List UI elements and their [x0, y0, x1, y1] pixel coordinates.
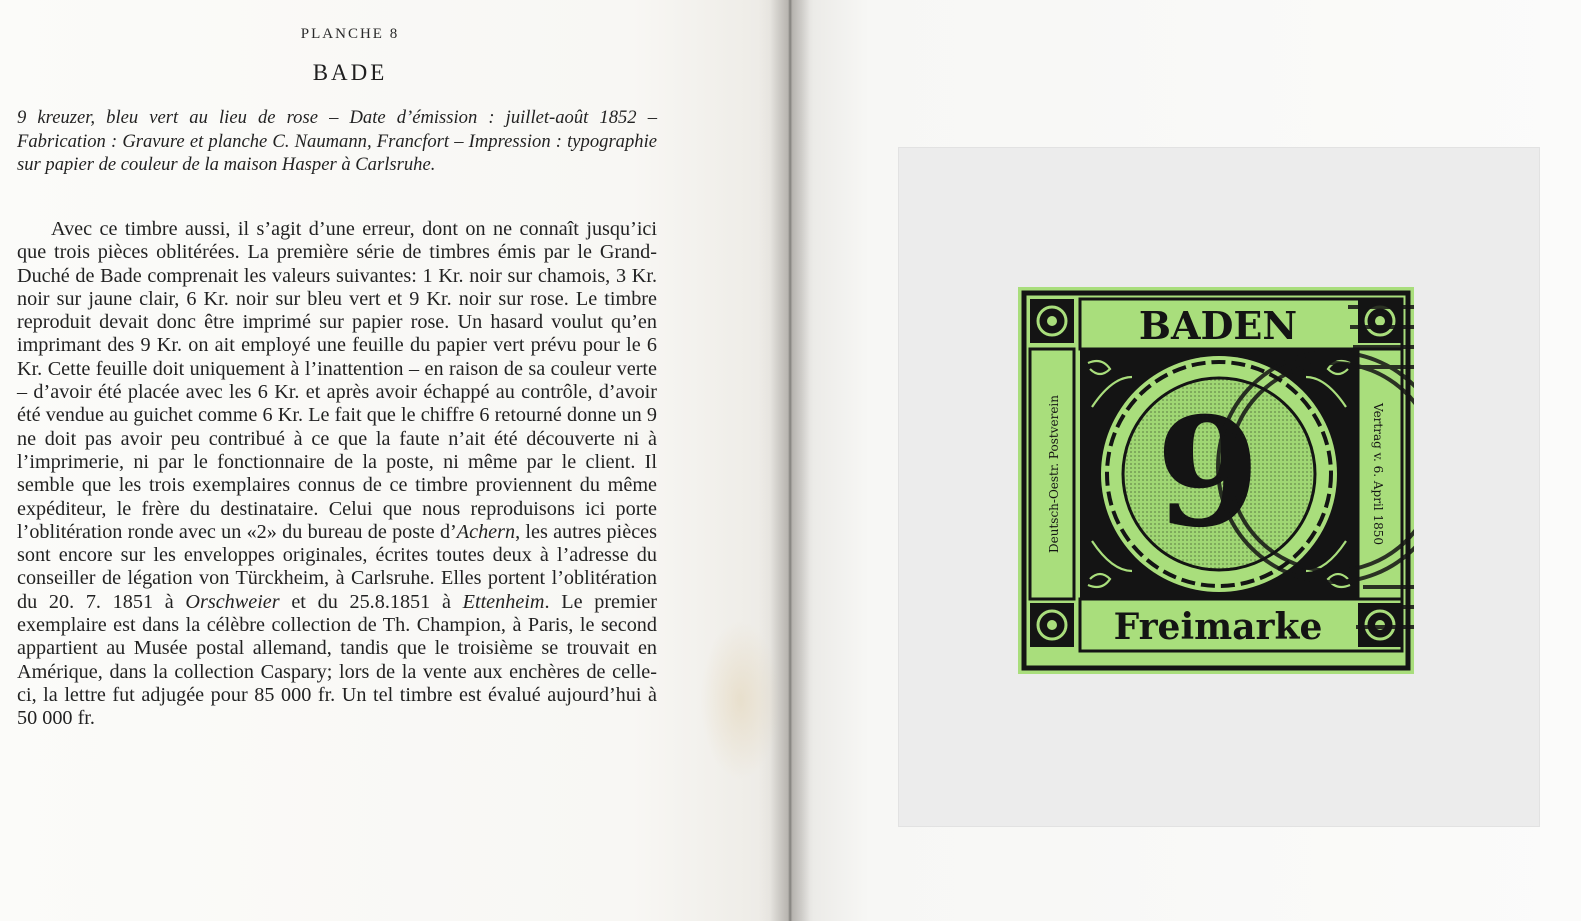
stamp-right-side-text: Vertrag v. 6. April 1850	[1371, 403, 1385, 545]
stamp-numeral: 9	[1155, 385, 1261, 561]
place-achern: Achern	[456, 520, 516, 543]
stamp-caption: 9 kreuzer, bleu vert au lieu de rose – Date d’émission : juillet-août 1852 – Fabrication : Gravure et planche C. Naumann, Francfort – Impression : typographie sur papier de couleur de la maison Hasper à Carlsruhe.	[17, 107, 657, 175]
body-text-4: . Le premier exemplaire est dans la célèbre collection de Th. Champion, à Paris, le second appartient au Musée postal allemand, tandis que le troisième se trouvait en Amérique, dans la collection Caspary; lors de la vente aux enchères de celle-ci, la lettre fut adjugée pour 85 000 fr. Un tel timbre est évalué aujourd’hui à 50 000 fr.	[17, 590, 658, 730]
stamp-left-side-text: Deutsch-Oestr. Postverein	[1047, 395, 1061, 553]
corner-rosette-bl	[1030, 603, 1074, 647]
stamp-image	[1018, 287, 1414, 674]
body-text-2: , les autres pièces sont encore sur les enveloppes originales, écrites toutes deux à l’adresse du conseiller de légation von Türckheim, à Carlsruhe. Elles portent l’oblitération du 20. 7. 1851 à	[17, 520, 657, 613]
place-orschweier: Orschweier	[185, 590, 280, 613]
plate-label: PLANCHE 8	[300, 26, 400, 42]
body-text-1: Avec ce timbre aussi, il s’agit d’une erreur, dont on ne connaît jusqu’ici que trois pièces oblitérées. La première série de timbres émis par le Grand-Duché de Bade comprenait les valeurs suivantes: 1 Kr. noir sur chamois, 3 Kr. noir sur jaune clair, 6 Kr. noir sur bleu vert et 9 Kr. noir sur rose. Le timbre reproduit devait donc être imprimé sur papier rose. Un hasard voulut qu’en imprimant des 9 Kr. on ait employé une feuille du papier vert prévu pour le 6 Kr. Cette feuille doit uniquement à l’inattention – en raison de sa couleur verte – d’avoir été placée avec les 6 Kr. et après avoir échappé au contrôle, d’avoir été vendue au guichet comme 6 Kr. Le fait que le chiffre 6 retourné donne un 9 ne doit pas avoir peu contribué à ce que la faute n’ait été découverte ni à l’imprimerie, ni par le fonctionnaire de la poste, ni même par le client. Il semble que les trois exemplaires connus de ce timbre proviennent du même expéditeur, le frère du destinataire. Celui que nous reproduisons ici porte l’oblitération ronde avec un «2» du bureau de poste d’	[17, 218, 657, 543]
book-gutter	[770, 0, 810, 921]
corner-rosette-tl	[1030, 299, 1074, 343]
country-title: BADE	[312, 60, 388, 85]
paper-stain	[700, 620, 780, 780]
description-paragraph	[17, 218, 657, 731]
stamp-svg	[1018, 287, 1414, 674]
place-ettenheim: Ettenheim	[462, 590, 545, 613]
stamp-top-text: BADEN	[1138, 303, 1298, 348]
stamp-bottom-text: Freimarke	[1113, 606, 1323, 648]
body-text-3: et du 25.8.1851 à	[279, 590, 463, 613]
